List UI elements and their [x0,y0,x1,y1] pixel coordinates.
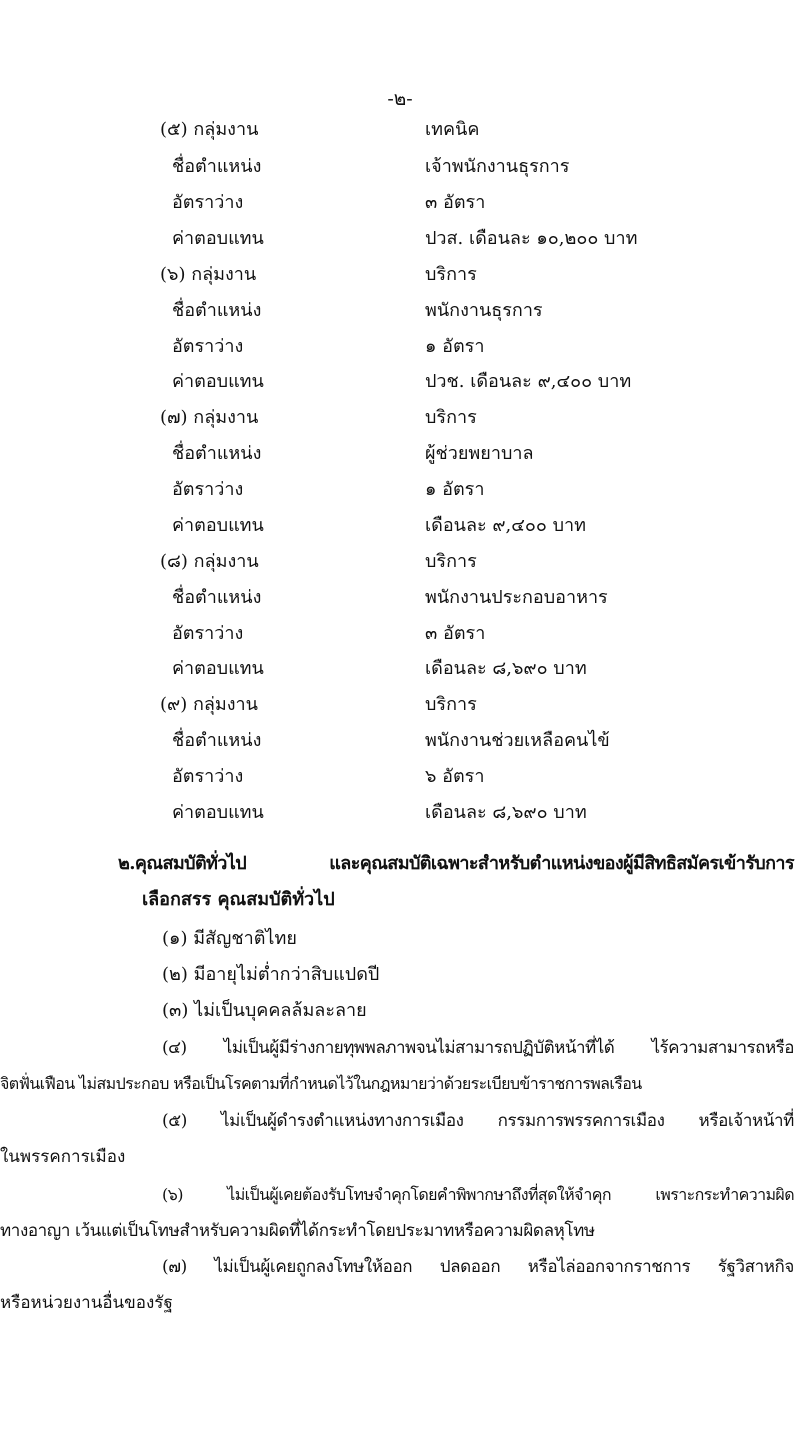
title-label: ชื่อตำแหน่ง [172,730,262,751]
section-2-heading-line-1: ๒.คุณสมบัติทั่วไป และคุณสมบัติเฉพาะสำหรับตำแหน่งของผู้มีสิทธิสมัครเข้ารับการ [118,853,794,874]
vacancy-value: ๓ อัตรา [425,192,486,213]
group-label: (๖) กลุ่มงาน [160,264,257,285]
pay-label: ค่าตอบแทน [172,371,264,392]
group-value: บริการ [425,694,477,715]
pay-value: ปวส. เดือนละ ๑๐,๒๐๐ บาท [425,228,638,249]
group-label: (๙) กลุ่มงาน [160,694,258,715]
vacancy-label: อัตราว่าง [172,192,244,213]
vacancy-label: อัตราว่าง [172,336,244,357]
qualification-item-3: (๓) ไม่เป็นบุคคลล้มละลาย [162,1000,367,1021]
pay-value: เดือนละ ๘,๖๙๐ บาท [425,802,587,823]
vacancy-value: ๖ อัตรา [425,766,485,787]
title-value: พนักงานช่วยเหลือคนไข้ [425,730,610,751]
title-label: ชื่อตำแหน่ง [172,300,262,321]
title-value: ผู้ช่วยพยาบาล [425,443,534,464]
section-2-heading-line-2: เลือกสรร คุณสมบัติทั่วไป [142,889,335,910]
vacancy-label: อัตราว่าง [172,766,244,787]
vacancy-label: อัตราว่าง [172,623,244,644]
group-value: เทคนิค [425,119,480,140]
pay-value: ปวช. เดือนละ ๙,๔๐๐ บาท [425,371,632,392]
title-value: พนักงานธุรการ [425,300,543,321]
vacancy-label: อัตราว่าง [172,479,244,500]
qualification-item-4-line-1: (๔) ไม่เป็นผู้มีร่างกายทุพพลภาพจนไม่สามารถปฏิบัติหน้าที่ได้ ไร้ความสามารถหรือ [162,1038,794,1058]
vacancy-value: ๑ อัตรา [425,479,485,500]
group-value: บริการ [425,407,477,428]
title-value: เจ้าพนักงานธุรการ [425,156,570,177]
qualification-item-6-line-2: ทางอาญา เว้นแต่เป็นโทษสำหรับความผิดที่ได้กระทำโดยประมาทหรือความผิดลหุโทษ [0,1221,595,1241]
qualification-item-4-line-2: จิตฟั่นเฟือน ไม่สมประกอบ หรือเป็นโรคตามที่กำหนดไว้ในกฎหมายว่าด้วยระเบียบข้าราชการพลเรือน [0,1074,642,1093]
pay-label: ค่าตอบแทน [172,658,264,679]
qualification-item-1: (๑) มีสัญชาติไทย [162,928,297,949]
group-value: บริการ [425,264,477,285]
vacancy-value: ๑ อัตรา [425,336,485,357]
qualification-item-7-line-2: หรือหน่วยงานอื่นของรัฐ [0,1293,173,1313]
pay-label: ค่าตอบแทน [172,228,264,249]
qualification-item-5-line-1: (๕) ไม่เป็นผู้ดำรงตำแหน่งทางการเมือง กรรมการพรรคการเมือง หรือเจ้าหน้าที่ [162,1111,794,1131]
title-label: ชื่อตำแหน่ง [172,587,262,608]
group-label: (๗) กลุ่มงาน [160,407,259,428]
pay-label: ค่าตอบแทน [172,515,264,536]
page-number: -๒- [387,88,413,110]
group-value: บริการ [425,551,477,572]
group-label: (๕) กลุ่มงาน [160,119,259,140]
qualification-item-7-line-1: (๗) ไม่เป็นผู้เคยถูกลงโทษให้ออก ปลดออก หรือไล่ออกจากราชการ รัฐวิสาหกิจ [162,1257,794,1277]
qualification-item-5-line-2: ในพรรคการเมือง [0,1147,126,1167]
qualification-item-2: (๒) มีอายุไม่ต่ำกว่าสิบแปดปี [162,964,380,985]
title-label: ชื่อตำแหน่ง [172,443,262,464]
pay-value: เดือนละ ๘,๖๙๐ บาท [425,658,587,679]
pay-value: เดือนละ ๙,๔๐๐ บาท [425,515,586,536]
title-label: ชื่อตำแหน่ง [172,156,262,177]
title-value: พนักงานประกอบอาหาร [425,587,608,608]
group-label: (๘) กลุ่มงาน [160,551,259,572]
pay-label: ค่าตอบแทน [172,802,264,823]
vacancy-value: ๓ อัตรา [425,623,486,644]
qualification-item-6-line-1: (๖) ไม่เป็นผู้เคยต้องรับโทษจำคุกโดยคำพิพากษาถึงที่สุดให้จำคุก เพราะกระทำความผิด [162,1185,794,1204]
